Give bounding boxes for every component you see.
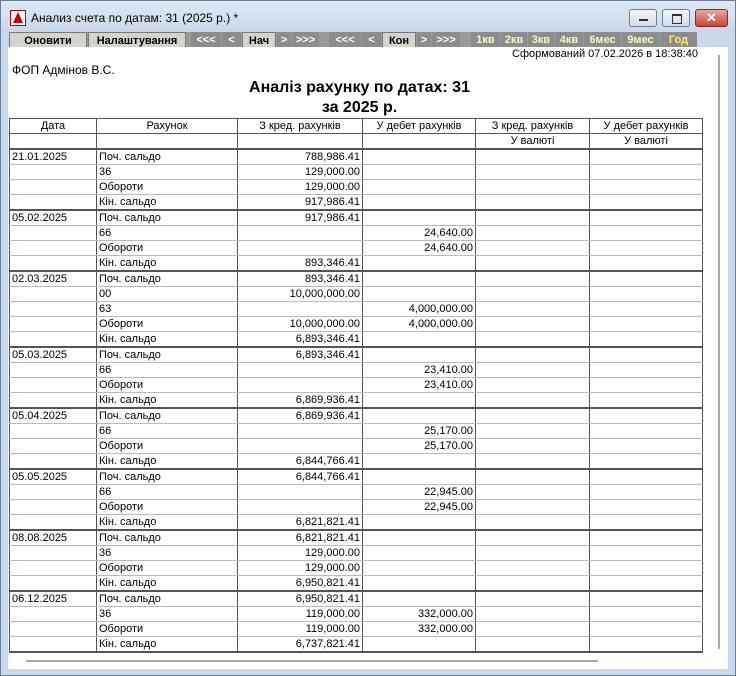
table-row xyxy=(10,149,703,165)
credit-cell: 10,000,000.00 xyxy=(238,317,363,332)
report-area[interactable] xyxy=(8,47,711,657)
credit-cell xyxy=(238,485,363,500)
start-last-button[interactable]: >>> xyxy=(292,32,319,48)
credit-cell: 788,986.41 xyxy=(238,149,363,165)
date-cell xyxy=(10,576,97,592)
credit-currency-cell xyxy=(476,256,590,272)
debit-currency-cell xyxy=(590,287,703,302)
credit-cell: 6,844,766.41 xyxy=(238,454,363,470)
debit-cell: 332,000.00 xyxy=(363,622,476,637)
debit-cell xyxy=(363,180,476,195)
end-last-button[interactable]: >>> xyxy=(432,32,460,48)
credit-currency-cell xyxy=(476,530,590,546)
account-cell: 36 xyxy=(97,607,238,622)
debit-cell xyxy=(363,637,476,653)
credit-cell: 129,000.00 xyxy=(238,180,363,195)
credit-currency-cell xyxy=(476,287,590,302)
date-cell xyxy=(10,515,97,531)
debit-currency-cell xyxy=(590,454,703,470)
credit-cell xyxy=(238,363,363,378)
close-button[interactable] xyxy=(695,9,728,27)
credit-currency-cell xyxy=(476,607,590,622)
vertical-scroll-track[interactable] xyxy=(718,55,720,649)
debit-cell xyxy=(363,591,476,607)
period-year-button[interactable]: Год xyxy=(660,32,697,48)
credit-currency-cell xyxy=(476,165,590,180)
table-row xyxy=(10,256,703,272)
debit-currency-cell xyxy=(590,515,703,531)
table-row xyxy=(10,271,703,287)
date-cell: 05.03.2025 xyxy=(10,347,97,363)
table-row xyxy=(10,210,703,226)
account-cell: Поч. сальдо xyxy=(97,149,238,165)
account-cell: Кін. сальдо xyxy=(97,256,238,272)
account-cell: 66 xyxy=(97,485,238,500)
account-cell: Кін. сальдо xyxy=(97,195,238,211)
table-row xyxy=(10,546,703,561)
account-cell: 36 xyxy=(97,546,238,561)
credit-cell: 129,000.00 xyxy=(238,165,363,180)
table-row xyxy=(10,165,703,180)
date-cell xyxy=(10,561,97,576)
debit-cell: 4,000,000.00 xyxy=(363,317,476,332)
table-row xyxy=(10,530,703,546)
debit-currency-cell xyxy=(590,576,703,592)
column-header-debit-currency: У дебет рахунків xyxy=(590,119,703,134)
credit-currency-cell xyxy=(476,454,590,470)
credit-cell: 129,000.00 xyxy=(238,561,363,576)
start-prev-button[interactable]: < xyxy=(222,32,241,48)
table-header-row xyxy=(10,119,703,134)
table-row xyxy=(10,378,703,393)
maximize-icon xyxy=(672,14,682,24)
credit-cell: 893,346.41 xyxy=(238,271,363,287)
settings-button[interactable]: Налаштування xyxy=(88,32,186,48)
account-cell: Обороти xyxy=(97,180,238,195)
debit-cell xyxy=(363,576,476,592)
credit-currency-cell xyxy=(476,332,590,348)
period-q3-button[interactable]: 3кв xyxy=(528,32,554,48)
subheader-currency-debit: У валюті xyxy=(590,134,703,150)
debit-currency-cell xyxy=(590,195,703,211)
table-row xyxy=(10,439,703,454)
debit-currency-cell xyxy=(590,469,703,485)
credit-cell: 6,893,346.41 xyxy=(238,347,363,363)
credit-cell xyxy=(238,378,363,393)
table-row xyxy=(10,637,703,653)
debit-currency-cell xyxy=(590,363,703,378)
debit-currency-cell xyxy=(590,591,703,607)
date-cell: 08.08.2025 xyxy=(10,530,97,546)
credit-currency-cell xyxy=(476,226,590,241)
account-cell: Поч. сальдо xyxy=(97,271,238,287)
debit-currency-cell xyxy=(590,256,703,272)
credit-cell: 10,000,000.00 xyxy=(238,287,363,302)
table-row xyxy=(10,424,703,439)
account-cell: Поч. сальдо xyxy=(97,530,238,546)
formed-timestamp: Сформований 07.02.2026 в 18:38:40 xyxy=(512,48,698,60)
account-cell: Кін. сальдо xyxy=(97,393,238,409)
debit-cell: 22,945.00 xyxy=(363,485,476,500)
date-cell xyxy=(10,424,97,439)
debit-cell xyxy=(363,469,476,485)
end-prev-button[interactable]: < xyxy=(362,32,381,48)
debit-currency-cell xyxy=(590,347,703,363)
debit-currency-cell xyxy=(590,439,703,454)
start-next-button[interactable]: > xyxy=(277,32,291,48)
debit-currency-cell xyxy=(590,180,703,195)
debit-cell xyxy=(363,210,476,226)
date-cell xyxy=(10,378,97,393)
debit-currency-cell xyxy=(590,607,703,622)
table-row xyxy=(10,287,703,302)
table-row xyxy=(10,561,703,576)
maximize-button[interactable] xyxy=(662,9,690,27)
debit-cell xyxy=(363,454,476,470)
date-cell xyxy=(10,256,97,272)
account-cell: Кін. сальдо xyxy=(97,454,238,470)
debit-cell xyxy=(363,561,476,576)
debit-currency-cell xyxy=(590,378,703,393)
credit-cell: 6,737,821.41 xyxy=(238,637,363,653)
debit-currency-cell xyxy=(590,149,703,165)
credit-currency-cell xyxy=(476,515,590,531)
debit-cell: 23,410.00 xyxy=(363,363,476,378)
credit-cell: 917,986.41 xyxy=(238,210,363,226)
subheader-cell xyxy=(97,134,238,150)
column-header-credit: З кред. рахунків xyxy=(238,119,363,134)
table-row xyxy=(10,393,703,409)
date-cell xyxy=(10,241,97,256)
account-cell: 66 xyxy=(97,424,238,439)
table-row xyxy=(10,408,703,424)
table-row xyxy=(10,180,703,195)
end-next-button[interactable]: > xyxy=(417,32,431,48)
refresh-button[interactable]: Оновити xyxy=(9,32,87,48)
credit-currency-cell xyxy=(476,622,590,637)
account-cell: 36 xyxy=(97,165,238,180)
account-cell: Обороти xyxy=(97,241,238,256)
account-cell: Кін. сальдо xyxy=(97,576,238,592)
minimize-icon xyxy=(639,19,648,21)
organization-name: ФОП Адмінов В.С. xyxy=(12,63,115,77)
credit-cell: 6,869,936.41 xyxy=(238,393,363,409)
table-row xyxy=(10,607,703,622)
debit-cell xyxy=(363,347,476,363)
debit-currency-cell xyxy=(590,561,703,576)
account-cell: Поч. сальдо xyxy=(97,408,238,424)
end-date-button[interactable]: Кон xyxy=(382,32,416,48)
debit-currency-cell xyxy=(590,210,703,226)
table-row xyxy=(10,363,703,378)
debit-currency-cell xyxy=(590,393,703,409)
credit-currency-cell xyxy=(476,500,590,515)
credit-cell: 6,821,821.41 xyxy=(238,515,363,531)
credit-cell: 6,821,821.41 xyxy=(238,530,363,546)
date-cell xyxy=(10,287,97,302)
subheader-cell xyxy=(363,134,476,150)
end-first-button[interactable]: <<< xyxy=(329,32,361,48)
debit-cell: 25,170.00 xyxy=(363,424,476,439)
table-row xyxy=(10,515,703,531)
toolbar xyxy=(9,32,697,48)
debit-cell: 22,945.00 xyxy=(363,500,476,515)
date-cell: 02.03.2025 xyxy=(10,271,97,287)
account-cell: Обороти xyxy=(97,622,238,637)
debit-cell xyxy=(363,195,476,211)
table-row xyxy=(10,591,703,607)
date-cell: 05.04.2025 xyxy=(10,408,97,424)
debit-cell: 24,640.00 xyxy=(363,226,476,241)
table-row xyxy=(10,195,703,211)
date-cell: 05.05.2025 xyxy=(10,469,97,485)
credit-cell: 6,893,346.41 xyxy=(238,332,363,348)
window-title: Анализ счета по датам: 31 (2025 р.) * xyxy=(31,11,239,25)
table-row xyxy=(10,576,703,592)
account-cell: Поч. сальдо xyxy=(97,347,238,363)
date-cell xyxy=(10,607,97,622)
date-cell xyxy=(10,226,97,241)
debit-currency-cell xyxy=(590,302,703,317)
period-q4-button[interactable]: 4кв xyxy=(555,32,583,48)
credit-cell: 119,000.00 xyxy=(238,607,363,622)
table-row xyxy=(10,454,703,470)
credit-currency-cell xyxy=(476,241,590,256)
account-cell: 00 xyxy=(97,287,238,302)
subheader-currency-credit: У валюті xyxy=(476,134,590,150)
debit-currency-cell xyxy=(590,241,703,256)
table-row xyxy=(10,302,703,317)
horizontal-scrollbar[interactable] xyxy=(8,657,728,669)
account-cell: 63 xyxy=(97,302,238,317)
table-row xyxy=(10,485,703,500)
credit-currency-cell xyxy=(476,378,590,393)
credit-currency-cell xyxy=(476,210,590,226)
credit-currency-cell xyxy=(476,408,590,424)
account-cell: Поч. сальдо xyxy=(97,210,238,226)
credit-cell: 6,844,766.41 xyxy=(238,469,363,485)
credit-currency-cell xyxy=(476,393,590,409)
column-header-date: Дата xyxy=(10,119,97,134)
report-table xyxy=(9,118,703,653)
date-cell: 21.01.2025 xyxy=(10,149,97,165)
table-row xyxy=(10,226,703,241)
credit-currency-cell xyxy=(476,317,590,332)
account-cell: Обороти xyxy=(97,439,238,454)
debit-cell xyxy=(363,393,476,409)
credit-cell xyxy=(238,439,363,454)
debit-currency-cell xyxy=(590,622,703,637)
credit-currency-cell xyxy=(476,485,590,500)
credit-cell xyxy=(238,500,363,515)
vertical-scrollbar[interactable] xyxy=(711,47,728,657)
report-subtitle: за 2025 р. xyxy=(321,99,398,116)
account-cell: Обороти xyxy=(97,561,238,576)
debit-currency-cell xyxy=(590,408,703,424)
column-header-account: Рахунок xyxy=(97,119,238,134)
credit-cell xyxy=(238,226,363,241)
debit-cell xyxy=(363,515,476,531)
table-row xyxy=(10,241,703,256)
close-icon: ✕ xyxy=(706,10,717,25)
start-first-button[interactable]: <<< xyxy=(191,32,221,48)
credit-cell: 6,869,936.41 xyxy=(238,408,363,424)
credit-cell: 6,950,821.41 xyxy=(238,591,363,607)
app-icon[interactable] xyxy=(10,10,26,26)
debit-currency-cell xyxy=(590,530,703,546)
date-cell xyxy=(10,637,97,653)
subheader-cell xyxy=(10,134,97,150)
column-header-credit-currency: З кред. рахунків xyxy=(476,119,590,134)
account-cell: Обороти xyxy=(97,317,238,332)
period-q2-button[interactable]: 2кв xyxy=(501,32,527,48)
table-row xyxy=(10,332,703,348)
date-cell xyxy=(10,165,97,180)
debit-cell xyxy=(363,165,476,180)
debit-cell xyxy=(363,256,476,272)
debit-cell xyxy=(363,408,476,424)
debit-cell: 332,000.00 xyxy=(363,607,476,622)
debit-currency-cell xyxy=(590,546,703,561)
debit-cell xyxy=(363,332,476,348)
credit-currency-cell xyxy=(476,149,590,165)
table-row xyxy=(10,622,703,637)
debit-cell: 23,410.00 xyxy=(363,378,476,393)
credit-currency-cell xyxy=(476,424,590,439)
credit-cell xyxy=(238,424,363,439)
date-cell xyxy=(10,622,97,637)
account-cell: Поч. сальдо xyxy=(97,469,238,485)
credit-currency-cell xyxy=(476,195,590,211)
credit-cell: 6,950,821.41 xyxy=(238,576,363,592)
start-date-button[interactable]: Нач xyxy=(242,32,276,48)
credit-currency-cell xyxy=(476,347,590,363)
date-cell xyxy=(10,454,97,470)
date-cell xyxy=(10,180,97,195)
subheader-cell xyxy=(238,134,363,150)
column-header-debit: У дебет рахунків xyxy=(363,119,476,134)
debit-cell: 24,640.00 xyxy=(363,241,476,256)
table-row xyxy=(10,347,703,363)
credit-currency-cell xyxy=(476,302,590,317)
date-cell xyxy=(10,332,97,348)
table-row xyxy=(10,317,703,332)
date-cell xyxy=(10,393,97,409)
credit-currency-cell xyxy=(476,439,590,454)
debit-cell: 25,170.00 xyxy=(363,439,476,454)
report-title: Аналіз рахунку по датах: 31 xyxy=(249,79,470,96)
credit-cell: 893,346.41 xyxy=(238,256,363,272)
debit-currency-cell xyxy=(590,226,703,241)
credit-cell: 129,000.00 xyxy=(238,546,363,561)
table-row xyxy=(10,500,703,515)
account-cell: 66 xyxy=(97,363,238,378)
debit-currency-cell xyxy=(590,332,703,348)
debit-currency-cell xyxy=(590,317,703,332)
period-9m-button[interactable]: 9мес xyxy=(622,32,659,48)
account-cell: Кін. сальдо xyxy=(97,332,238,348)
date-cell xyxy=(10,439,97,454)
date-cell xyxy=(10,500,97,515)
credit-currency-cell xyxy=(476,363,590,378)
credit-currency-cell xyxy=(476,469,590,485)
credit-currency-cell xyxy=(476,576,590,592)
debit-cell: 4,000,000.00 xyxy=(363,302,476,317)
debit-currency-cell xyxy=(590,271,703,287)
debit-cell xyxy=(363,530,476,546)
horizontal-scroll-track[interactable] xyxy=(26,660,598,662)
account-cell: Обороти xyxy=(97,378,238,393)
period-q1-button[interactable]: 1кв xyxy=(471,32,500,48)
account-cell: Обороти xyxy=(97,500,238,515)
date-cell xyxy=(10,302,97,317)
account-cell: 66 xyxy=(97,226,238,241)
debit-cell xyxy=(363,546,476,561)
debit-currency-cell xyxy=(590,500,703,515)
date-cell xyxy=(10,485,97,500)
debit-cell xyxy=(363,271,476,287)
debit-cell xyxy=(363,287,476,302)
credit-cell: 917,986.41 xyxy=(238,195,363,211)
table-row xyxy=(10,469,703,485)
credit-currency-cell xyxy=(476,561,590,576)
credit-cell: 119,000.00 xyxy=(238,622,363,637)
credit-currency-cell xyxy=(476,180,590,195)
period-6m-button[interactable]: 6мес xyxy=(584,32,621,48)
credit-currency-cell xyxy=(476,546,590,561)
account-cell: Поч. сальдо xyxy=(97,591,238,607)
debit-currency-cell xyxy=(590,485,703,500)
date-cell: 05.02.2025 xyxy=(10,210,97,226)
table-subheader-row xyxy=(10,134,703,150)
account-cell: Кін. сальдо xyxy=(97,515,238,531)
title-bar[interactable] xyxy=(1,1,735,31)
debit-currency-cell xyxy=(590,165,703,180)
credit-cell xyxy=(238,302,363,317)
date-cell: 06.12.2025 xyxy=(10,591,97,607)
date-cell xyxy=(10,363,97,378)
credit-cell xyxy=(238,241,363,256)
debit-currency-cell xyxy=(590,637,703,653)
minimize-button[interactable] xyxy=(629,9,657,27)
account-cell: Кін. сальдо xyxy=(97,637,238,653)
debit-currency-cell xyxy=(590,424,703,439)
debit-cell xyxy=(363,149,476,165)
date-cell xyxy=(10,195,97,211)
date-cell xyxy=(10,317,97,332)
credit-currency-cell xyxy=(476,591,590,607)
credit-currency-cell xyxy=(476,271,590,287)
credit-currency-cell xyxy=(476,637,590,653)
date-cell xyxy=(10,546,97,561)
